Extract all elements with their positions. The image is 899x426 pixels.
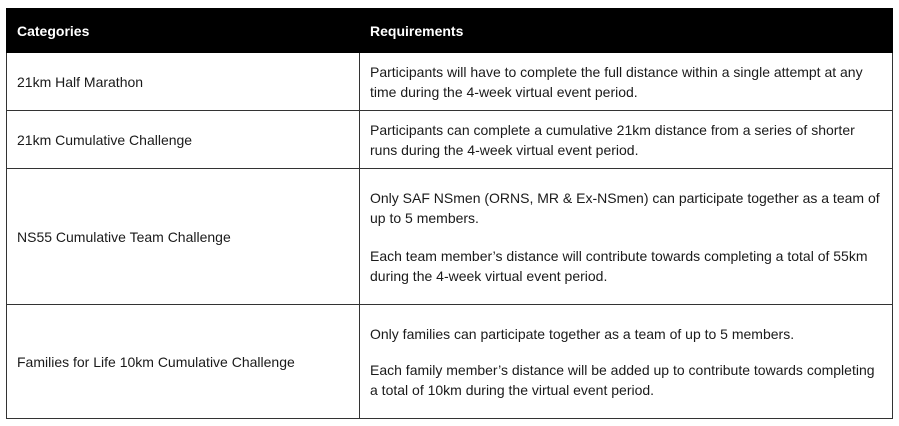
requirement-text: Only SAF NSmen (ORNS, MR & Ex-NSmen) can participate together as a team of up to 5 members.	[370, 189, 880, 226]
table-row	[7, 169, 893, 305]
category-cell: Families for Life 10km Cumulative Challenge	[7, 305, 360, 419]
table-row	[7, 53, 893, 111]
requirement-text: Each team member’s distance will contribute towards completing a total of 55km during the 4-week virtual event period.	[370, 247, 868, 284]
header-requirements: Requirements	[360, 9, 893, 53]
requirements-cell	[360, 53, 893, 111]
category-cell: 21km Half Marathon	[7, 53, 360, 111]
categories-table	[6, 8, 893, 419]
requirements-cell	[360, 305, 893, 419]
table-row	[7, 111, 893, 169]
category-cell: NS55 Cumulative Team Challenge	[7, 169, 360, 305]
requirement-text: Only families can participate together as a team of up to 5 members.	[370, 325, 795, 342]
requirements-cell	[360, 169, 893, 305]
categories-table-container	[6, 8, 892, 419]
requirement-text: Participants can complete a cumulative 21km distance from a series of shorter runs during the 4-week virtual event period.	[370, 121, 855, 158]
category-cell: 21km Cumulative Challenge	[7, 111, 360, 169]
table-header-row	[7, 9, 893, 53]
requirement-text: Each family member’s distance will be added up to contribute towards completing a total of 10km during the virtual event period.	[370, 361, 875, 398]
table-row	[7, 305, 893, 419]
requirement-text: Participants will have to complete the full distance within a single attempt at any time during the 4-week virtual event period.	[370, 63, 863, 100]
header-categories: Categories	[7, 9, 360, 53]
requirements-cell	[360, 111, 893, 169]
